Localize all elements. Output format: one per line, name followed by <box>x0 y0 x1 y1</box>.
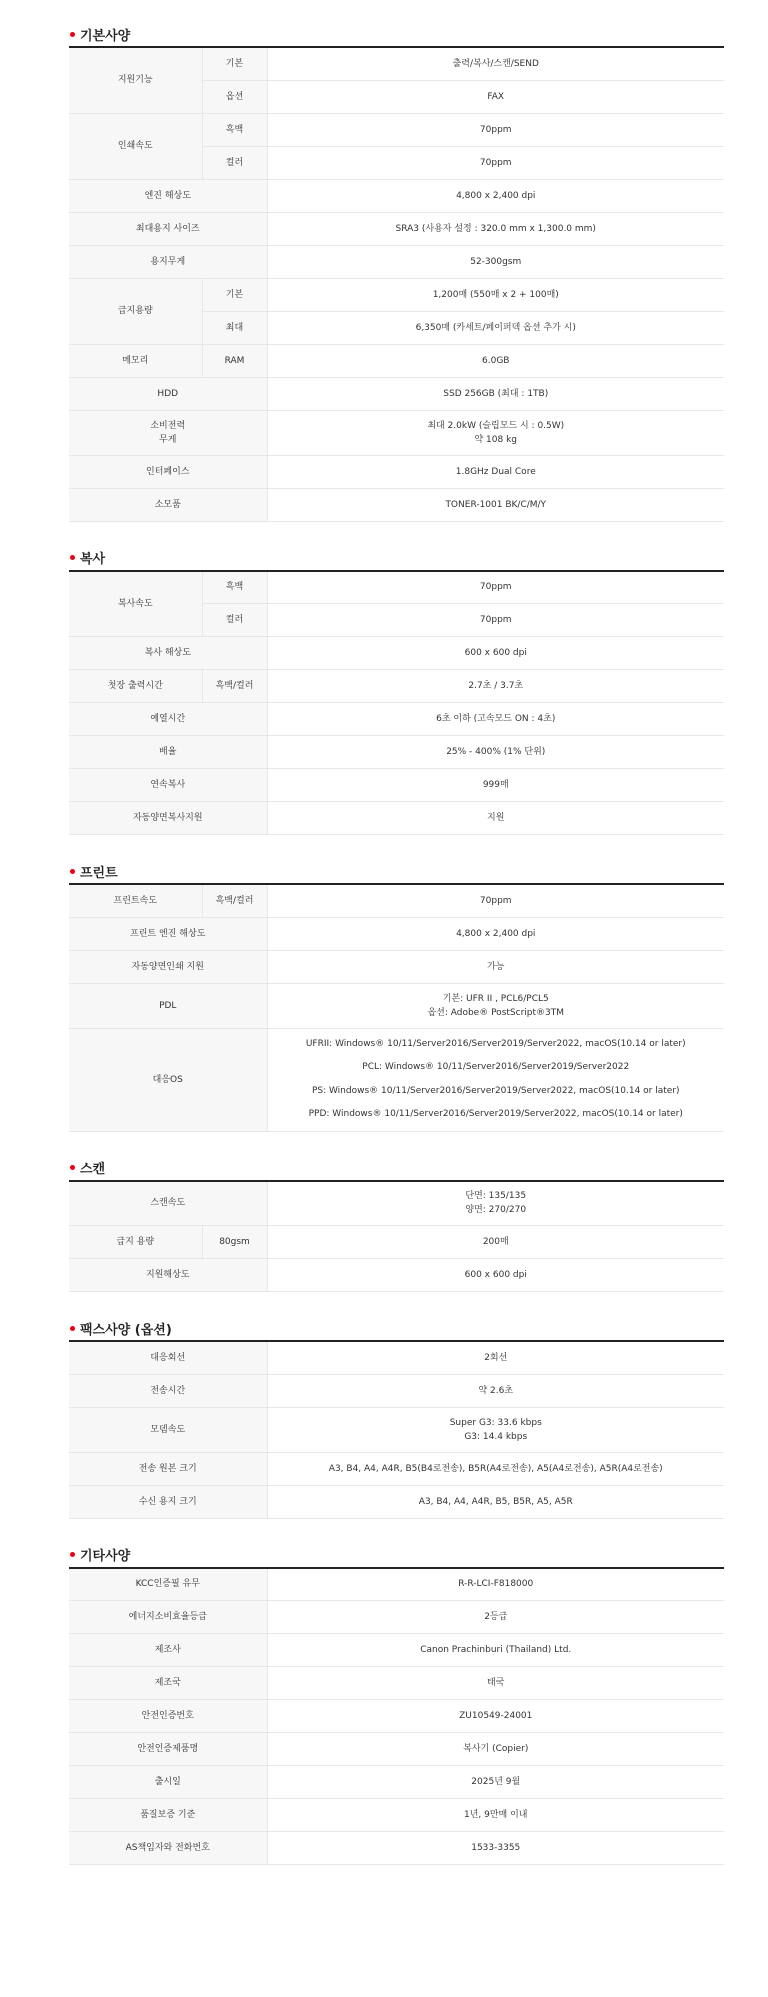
table-row <box>69 1733 724 1766</box>
row-label: 복사 해상도 <box>69 637 267 670</box>
scan-simplex: 단면: 135/135 <box>465 1191 527 1202</box>
power-value: 최대 2.0kW (슬립모드 시 : 0.5W) <box>427 420 565 431</box>
row-sublabel: 컬러 <box>202 146 267 179</box>
row-label: 대응회선 <box>69 1341 267 1374</box>
row-label: 급지 용량 <box>69 1226 202 1259</box>
os-ps: PS: Windows® 10/11/Server2016/Server2019/Server2022, macOS(10.14 or later) <box>311 1085 680 1096</box>
os-ufr: UFRII: Windows® 10/11/Server2016/Server2019/Server2022, macOS(10.14 or later) <box>305 1038 686 1049</box>
row-value: Canon Prachinburi (Thailand) Ltd. <box>267 1634 724 1667</box>
table-row <box>69 212 724 245</box>
row-label: 첫장 출력시간 <box>69 670 202 703</box>
table-row <box>69 1407 724 1452</box>
row-value: 52-300gsm <box>267 245 724 278</box>
row-sublabel: RAM <box>202 344 267 377</box>
row-sublabel: 기본 <box>202 47 267 80</box>
row-label: 대응OS <box>69 1028 267 1131</box>
row-value: SRA3 (사용자 설정 : 320.0 mm x 1,300.0 mm) <box>267 212 724 245</box>
section-copy <box>69 549 724 836</box>
row-label: 안전인증제품명 <box>69 1733 267 1766</box>
bullet-dot-icon <box>70 1552 75 1557</box>
row-sublabel: 80gsm <box>202 1226 267 1259</box>
bullet-dot-icon <box>70 32 75 37</box>
section-basic-specs <box>69 25 724 522</box>
table-row <box>69 670 724 703</box>
power-label: 소비전력 <box>150 420 186 431</box>
spec-table <box>69 570 724 836</box>
row-label: 소모품 <box>69 488 267 521</box>
table-row <box>69 1259 724 1292</box>
section-title: 팩스사양 (옵션) <box>69 1319 724 1339</box>
row-label: HDD <box>69 377 267 410</box>
row-value: 70ppm <box>267 113 724 146</box>
bullet-dot-icon <box>70 555 75 560</box>
table-row <box>69 113 724 146</box>
table-row <box>69 1799 724 1832</box>
row-value: FAX <box>267 80 724 113</box>
row-value: 1,200매 (550매 x 2 + 100매) <box>267 278 724 311</box>
table-row <box>69 1601 724 1634</box>
row-sublabel: 컬러 <box>202 604 267 637</box>
table-row <box>69 1341 724 1374</box>
row-value: 2회선 <box>267 1341 724 1374</box>
weight-label: 무게 <box>159 434 177 445</box>
section-fax <box>69 1319 724 1519</box>
table-row <box>69 278 724 311</box>
row-value <box>267 1028 724 1131</box>
spec-table <box>69 46 724 522</box>
row-label: 에너지소비효율등급 <box>69 1601 267 1634</box>
row-value: 2등급 <box>267 1601 724 1634</box>
row-sublabel: 흑백 <box>202 571 267 604</box>
section-print <box>69 862 724 1132</box>
row-value: A3, B4, A4, A4R, B5(B4로전송), B5R(A4로전송), A5(A4로전송), A5R(A4로전송) <box>267 1452 724 1485</box>
row-value: SSD 256GB (최대 : 1TB) <box>267 377 724 410</box>
row-value <box>267 1181 724 1226</box>
table-row <box>69 1028 724 1131</box>
row-label: 자동양면인쇄 지원 <box>69 950 267 983</box>
table-row <box>69 1568 724 1601</box>
row-value: 600 x 600 dpi <box>267 637 724 670</box>
row-value: TONER-1001 BK/C/M/Y <box>267 488 724 521</box>
table-row <box>69 179 724 212</box>
row-label: 수신 용지 크기 <box>69 1485 267 1518</box>
table-row <box>69 1485 724 1518</box>
modem-superg3: Super G3: 33.6 kbps <box>449 1417 542 1428</box>
bullet-dot-icon <box>70 1326 75 1331</box>
row-label: 스캔속도 <box>69 1181 267 1226</box>
row-label: 전송 원본 크기 <box>69 1452 267 1485</box>
row-value: R-R-LCI-F818000 <box>267 1568 724 1601</box>
row-sublabel: 옵션 <box>202 80 267 113</box>
row-label: 안전인증번호 <box>69 1700 267 1733</box>
os-ppd: PPD: Windows® 10/11/Server2016/Server2019/Server2022, macOS(10.14 or later) <box>308 1109 683 1119</box>
table-row <box>69 410 724 455</box>
row-label: 최대용지 사이즈 <box>69 212 267 245</box>
spec-table <box>69 1567 724 1866</box>
row-label: 출시일 <box>69 1766 267 1799</box>
section-title: 스캔 <box>69 1159 724 1179</box>
row-sublabel: 흑백/컬러 <box>202 670 267 703</box>
row-label: 예열시간 <box>69 703 267 736</box>
row-value: 70ppm <box>267 146 724 179</box>
section-scan <box>69 1159 724 1293</box>
row-value: 70ppm <box>267 571 724 604</box>
table-row <box>69 917 724 950</box>
row-value: 1년, 9만매 이내 <box>267 1799 724 1832</box>
scan-duplex: 양면: 270/270 <box>465 1205 527 1216</box>
row-value: 6초 이하 (고속모드 ON : 4초) <box>267 703 724 736</box>
row-label <box>69 410 267 455</box>
table-row <box>69 571 724 604</box>
row-value: 1.8GHz Dual Core <box>267 455 724 488</box>
row-value: 지원 <box>267 802 724 835</box>
table-row <box>69 703 724 736</box>
section-other <box>69 1546 724 1866</box>
row-value: 6.0GB <box>267 344 724 377</box>
table-row <box>69 1667 724 1700</box>
table-row <box>69 1226 724 1259</box>
table-row <box>69 245 724 278</box>
row-value: A3, B4, A4, A4R, B5, B5R, A5, A5R <box>267 1485 724 1518</box>
bullet-dot-icon <box>70 1165 75 1170</box>
row-label: PDL <box>69 983 267 1028</box>
section-title: 복사 <box>69 549 724 569</box>
spec-table <box>69 1180 724 1293</box>
row-label: 자동양면복사지원 <box>69 802 267 835</box>
row-value: 2.7초 / 3.7초 <box>267 670 724 703</box>
row-value: 1533-3355 <box>267 1832 724 1865</box>
row-value: 70ppm <box>267 604 724 637</box>
row-label: 제조국 <box>69 1667 267 1700</box>
row-label: 메모리 <box>69 344 202 377</box>
row-label: 배율 <box>69 736 267 769</box>
table-row <box>69 1766 724 1799</box>
row-value: 6,350매 (카세트/페이퍼덱 옵션 추가 시) <box>267 311 724 344</box>
table-row <box>69 1832 724 1865</box>
row-label: 급지용량 <box>69 278 202 344</box>
spec-table <box>69 883 724 1132</box>
row-label: 복사속도 <box>69 571 202 637</box>
modem-g3: G3: 14.4 kbps <box>464 1431 528 1442</box>
row-label: 엔진 해상도 <box>69 179 267 212</box>
section-title: 기타사양 <box>69 1546 724 1566</box>
pdl-option: 옵션: Adobe® PostScript®3TM <box>427 1007 565 1018</box>
table-row <box>69 802 724 835</box>
pdl-basic: 기본: UFR II , PCL6/PCL5 <box>442 993 549 1004</box>
table-row <box>69 637 724 670</box>
row-label: 프린트 엔진 해상도 <box>69 917 267 950</box>
row-label: 모뎀속도 <box>69 1407 267 1452</box>
row-label: 연속복사 <box>69 769 267 802</box>
row-value: 4,800 x 2,400 dpi <box>267 179 724 212</box>
row-value: 999매 <box>267 769 724 802</box>
spec-page <box>0 25 768 1865</box>
table-row <box>69 455 724 488</box>
row-value: 25% - 400% (1% 단위) <box>267 736 724 769</box>
row-value: 복사기 (Copier) <box>267 1733 724 1766</box>
table-row <box>69 377 724 410</box>
table-row <box>69 1181 724 1226</box>
row-value <box>267 1407 724 1452</box>
section-title: 기본사양 <box>69 25 724 45</box>
table-row <box>69 983 724 1028</box>
row-value <box>267 983 724 1028</box>
table-row <box>69 1634 724 1667</box>
weight-value: 약 108 kg <box>474 434 518 445</box>
row-label: 프린트속도 <box>69 884 202 917</box>
row-label: AS책임자와 전화번호 <box>69 1832 267 1865</box>
row-value: 4,800 x 2,400 dpi <box>267 917 724 950</box>
spec-table <box>69 1340 724 1519</box>
table-row <box>69 950 724 983</box>
row-label: 품질보증 기준 <box>69 1799 267 1832</box>
row-sublabel: 기본 <box>202 278 267 311</box>
row-label: 제조사 <box>69 1634 267 1667</box>
table-row <box>69 769 724 802</box>
row-sublabel: 흑백/컬러 <box>202 884 267 917</box>
row-sublabel: 흑백 <box>202 113 267 146</box>
row-label: 지원기능 <box>69 47 202 113</box>
row-label: 지원해상도 <box>69 1259 267 1292</box>
row-label: KCC인증필 유무 <box>69 1568 267 1601</box>
table-row <box>69 1700 724 1733</box>
row-sublabel: 최대 <box>202 311 267 344</box>
row-value: 출력/복사/스캔/SEND <box>267 47 724 80</box>
row-label: 용지무게 <box>69 245 267 278</box>
row-label: 전송시간 <box>69 1374 267 1407</box>
os-pcl: PCL: Windows® 10/11/Server2016/Server2019/Server2022 <box>362 1062 630 1072</box>
row-value: 가능 <box>267 950 724 983</box>
row-value: ZU10549-24001 <box>267 1700 724 1733</box>
bullet-dot-icon <box>70 869 75 874</box>
row-value <box>267 410 724 455</box>
row-label: 인쇄속도 <box>69 113 202 179</box>
table-row <box>69 1374 724 1407</box>
table-row <box>69 488 724 521</box>
row-value: 약 2.6초 <box>267 1374 724 1407</box>
table-row <box>69 1452 724 1485</box>
row-value: 2025년 9월 <box>267 1766 724 1799</box>
row-label: 인터페이스 <box>69 455 267 488</box>
section-title: 프린트 <box>69 862 724 882</box>
row-value: 600 x 600 dpi <box>267 1259 724 1292</box>
table-row <box>69 884 724 917</box>
table-row <box>69 344 724 377</box>
row-value: 200매 <box>267 1226 724 1259</box>
row-value: 70ppm <box>267 884 724 917</box>
table-row <box>69 47 724 80</box>
row-value: 태국 <box>267 1667 724 1700</box>
table-row <box>69 736 724 769</box>
